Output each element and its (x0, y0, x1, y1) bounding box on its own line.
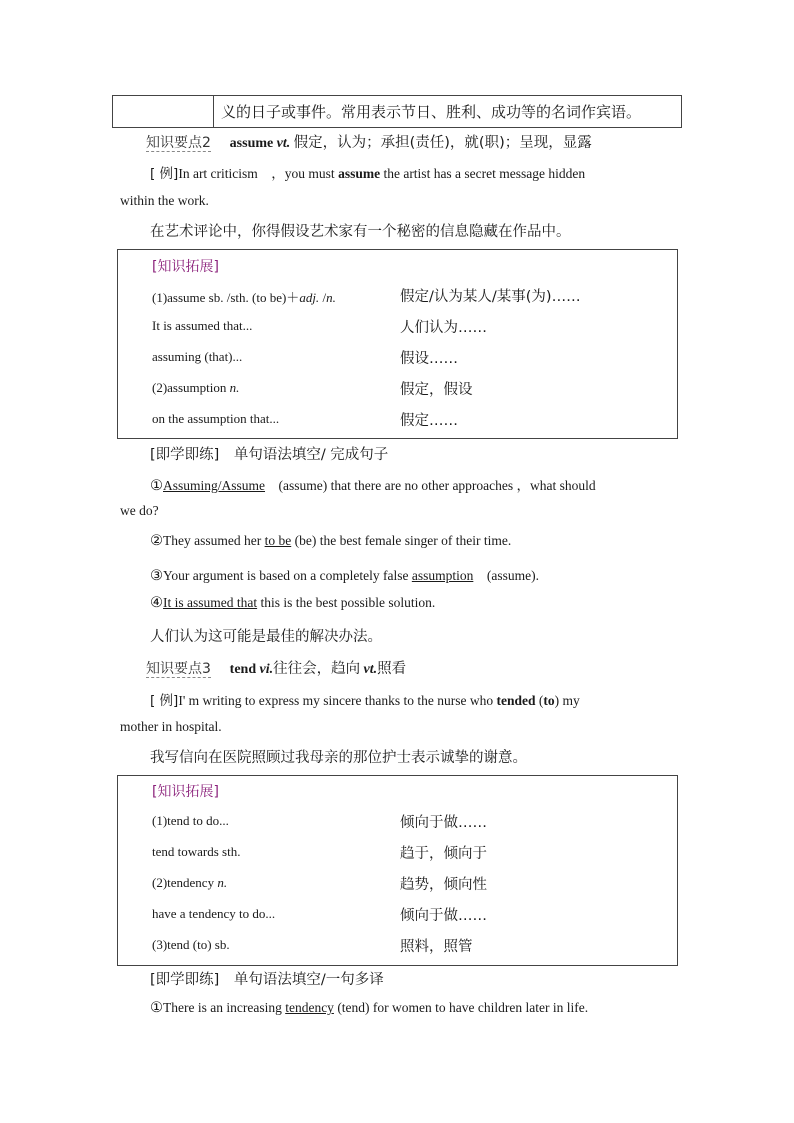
point3-mean2: 照看 (377, 661, 407, 677)
point3-ext-row-en: tend towards sth. (152, 844, 241, 859)
answer-blank: Assuming/Assume (163, 478, 266, 493)
point2-question-1-line2: we do? (120, 503, 159, 518)
answer-blank: It is assumed that (163, 595, 258, 610)
point2-question-4-cn: 人们认为这可能是最佳的解决办法。 (150, 629, 382, 645)
point3-ext-row-cn: 趋于，倾向于 (400, 846, 487, 862)
point3-pos1: vi. (259, 662, 274, 677)
point2-ext-row-en: on the assumption that... (152, 411, 280, 426)
answer-blank: tendency (285, 1000, 334, 1015)
point3-ext-box (117, 775, 678, 966)
point2-heading (146, 131, 592, 152)
point2-ext-row-en: assuming (that)... (152, 349, 243, 364)
answer-blank: to be (264, 533, 292, 548)
point3-ext-row-cn: 倾向于做…… (400, 908, 487, 924)
point2-ext-row-en: It is assumed that... (152, 318, 253, 333)
point2-question-3: ③Your argument is based on a completely false assumption (assume). (150, 568, 539, 584)
point2-ext-row-cn: 假定，假设 (400, 382, 473, 398)
point2-example-cn: 在艺术评论中，你得假设艺术家有一个秘密的信息隐藏在作品中。 (150, 224, 571, 240)
point3-word: tend (229, 662, 257, 677)
point3-practice-title: [即学即练] 单句语法填空/一句多译 (150, 972, 384, 988)
point2-ext-title: [知识拓展] (152, 259, 219, 275)
point2-practice-title: [即学即练] 单句语法填空/ 完成句子 (150, 447, 389, 463)
example-text-a: In art criticism ，you must (178, 166, 339, 181)
point3-ext-row-cn: 倾向于做…… (400, 815, 487, 831)
point2-ext-row-cn: 假定/认为某人/某事(为)…… (400, 289, 581, 305)
example-text-b: the artist has a secret message hidden (380, 166, 586, 181)
top-table (112, 95, 682, 128)
point2-ext-box (117, 249, 678, 439)
point3-ext-row-en: (3)tend (to) sb. (152, 937, 230, 952)
point3-ext-row-en: (2)tendency n. (152, 875, 228, 890)
point2-ext-row-cn: 假定…… (400, 413, 458, 429)
point3-example: [ 例]I' m writing to express my sincere thanks to the nurse who tended (to) my (150, 693, 580, 709)
point2-ext-row-cn: 假设…… (400, 351, 458, 367)
point3-pos2: vt. (363, 662, 378, 677)
point3-label: 知识要点3 (146, 661, 211, 677)
point2-label: 知识要点2 (146, 135, 211, 151)
point3-ext-row-en: (1)tend to do... (152, 813, 229, 828)
point2-example-line2: within the work. (120, 193, 209, 208)
point2-word: assume (229, 136, 274, 151)
point2-question-4: ④It is assumed that this is the best possible solution. (150, 595, 436, 611)
point2-meaning: 假定，认为；承担(责任)，就(职)；呈现，显露 (293, 135, 592, 151)
point3-example-line2: mother in hospital. (120, 719, 222, 734)
point2-ext-row-cn: 人们认为…… (400, 320, 487, 336)
point2-question-2: ②They assumed her to be (be) the best female singer of their time. (150, 533, 512, 549)
point3-example-cn: 我写信向在医院照顾过我母亲的那位护士表示诚挚的谢意。 (150, 750, 527, 766)
point3-ext-row-cn: 照料，照管 (400, 939, 473, 955)
point3-question-1: ①There is an increasing tendency (tend) for women to have children later in life. (150, 1000, 589, 1016)
point2-example (150, 162, 585, 182)
point3-ext-row-en: have a tendency to do... (152, 906, 276, 921)
example-prefix: [ 例] (150, 166, 179, 182)
point3-ext-row-cn: 趋势，倾向性 (400, 877, 487, 893)
point3-ext-title: [知识拓展] (152, 784, 219, 800)
example-bold: assume (338, 166, 381, 181)
top-table-right-text: 义的日子或事件。常用表示节日、胜利、成功等的名词作宾语。 (221, 103, 642, 121)
top-table-divider (213, 96, 214, 127)
point2-pos: vt. (276, 136, 291, 151)
point2-ext-row-en: (2)assumption n. (152, 380, 240, 395)
answer-blank: assumption (411, 568, 474, 583)
point3-mean1: 往往会，趋向 (273, 661, 361, 677)
point2-ext-row-en: (1)assume sb. /sth. (to be)＋adj. /n. (152, 290, 336, 305)
point3-heading (146, 657, 406, 678)
point2-question-1: ①Assuming/Assume (assume) that there are no other approaches ，what should (150, 478, 596, 494)
